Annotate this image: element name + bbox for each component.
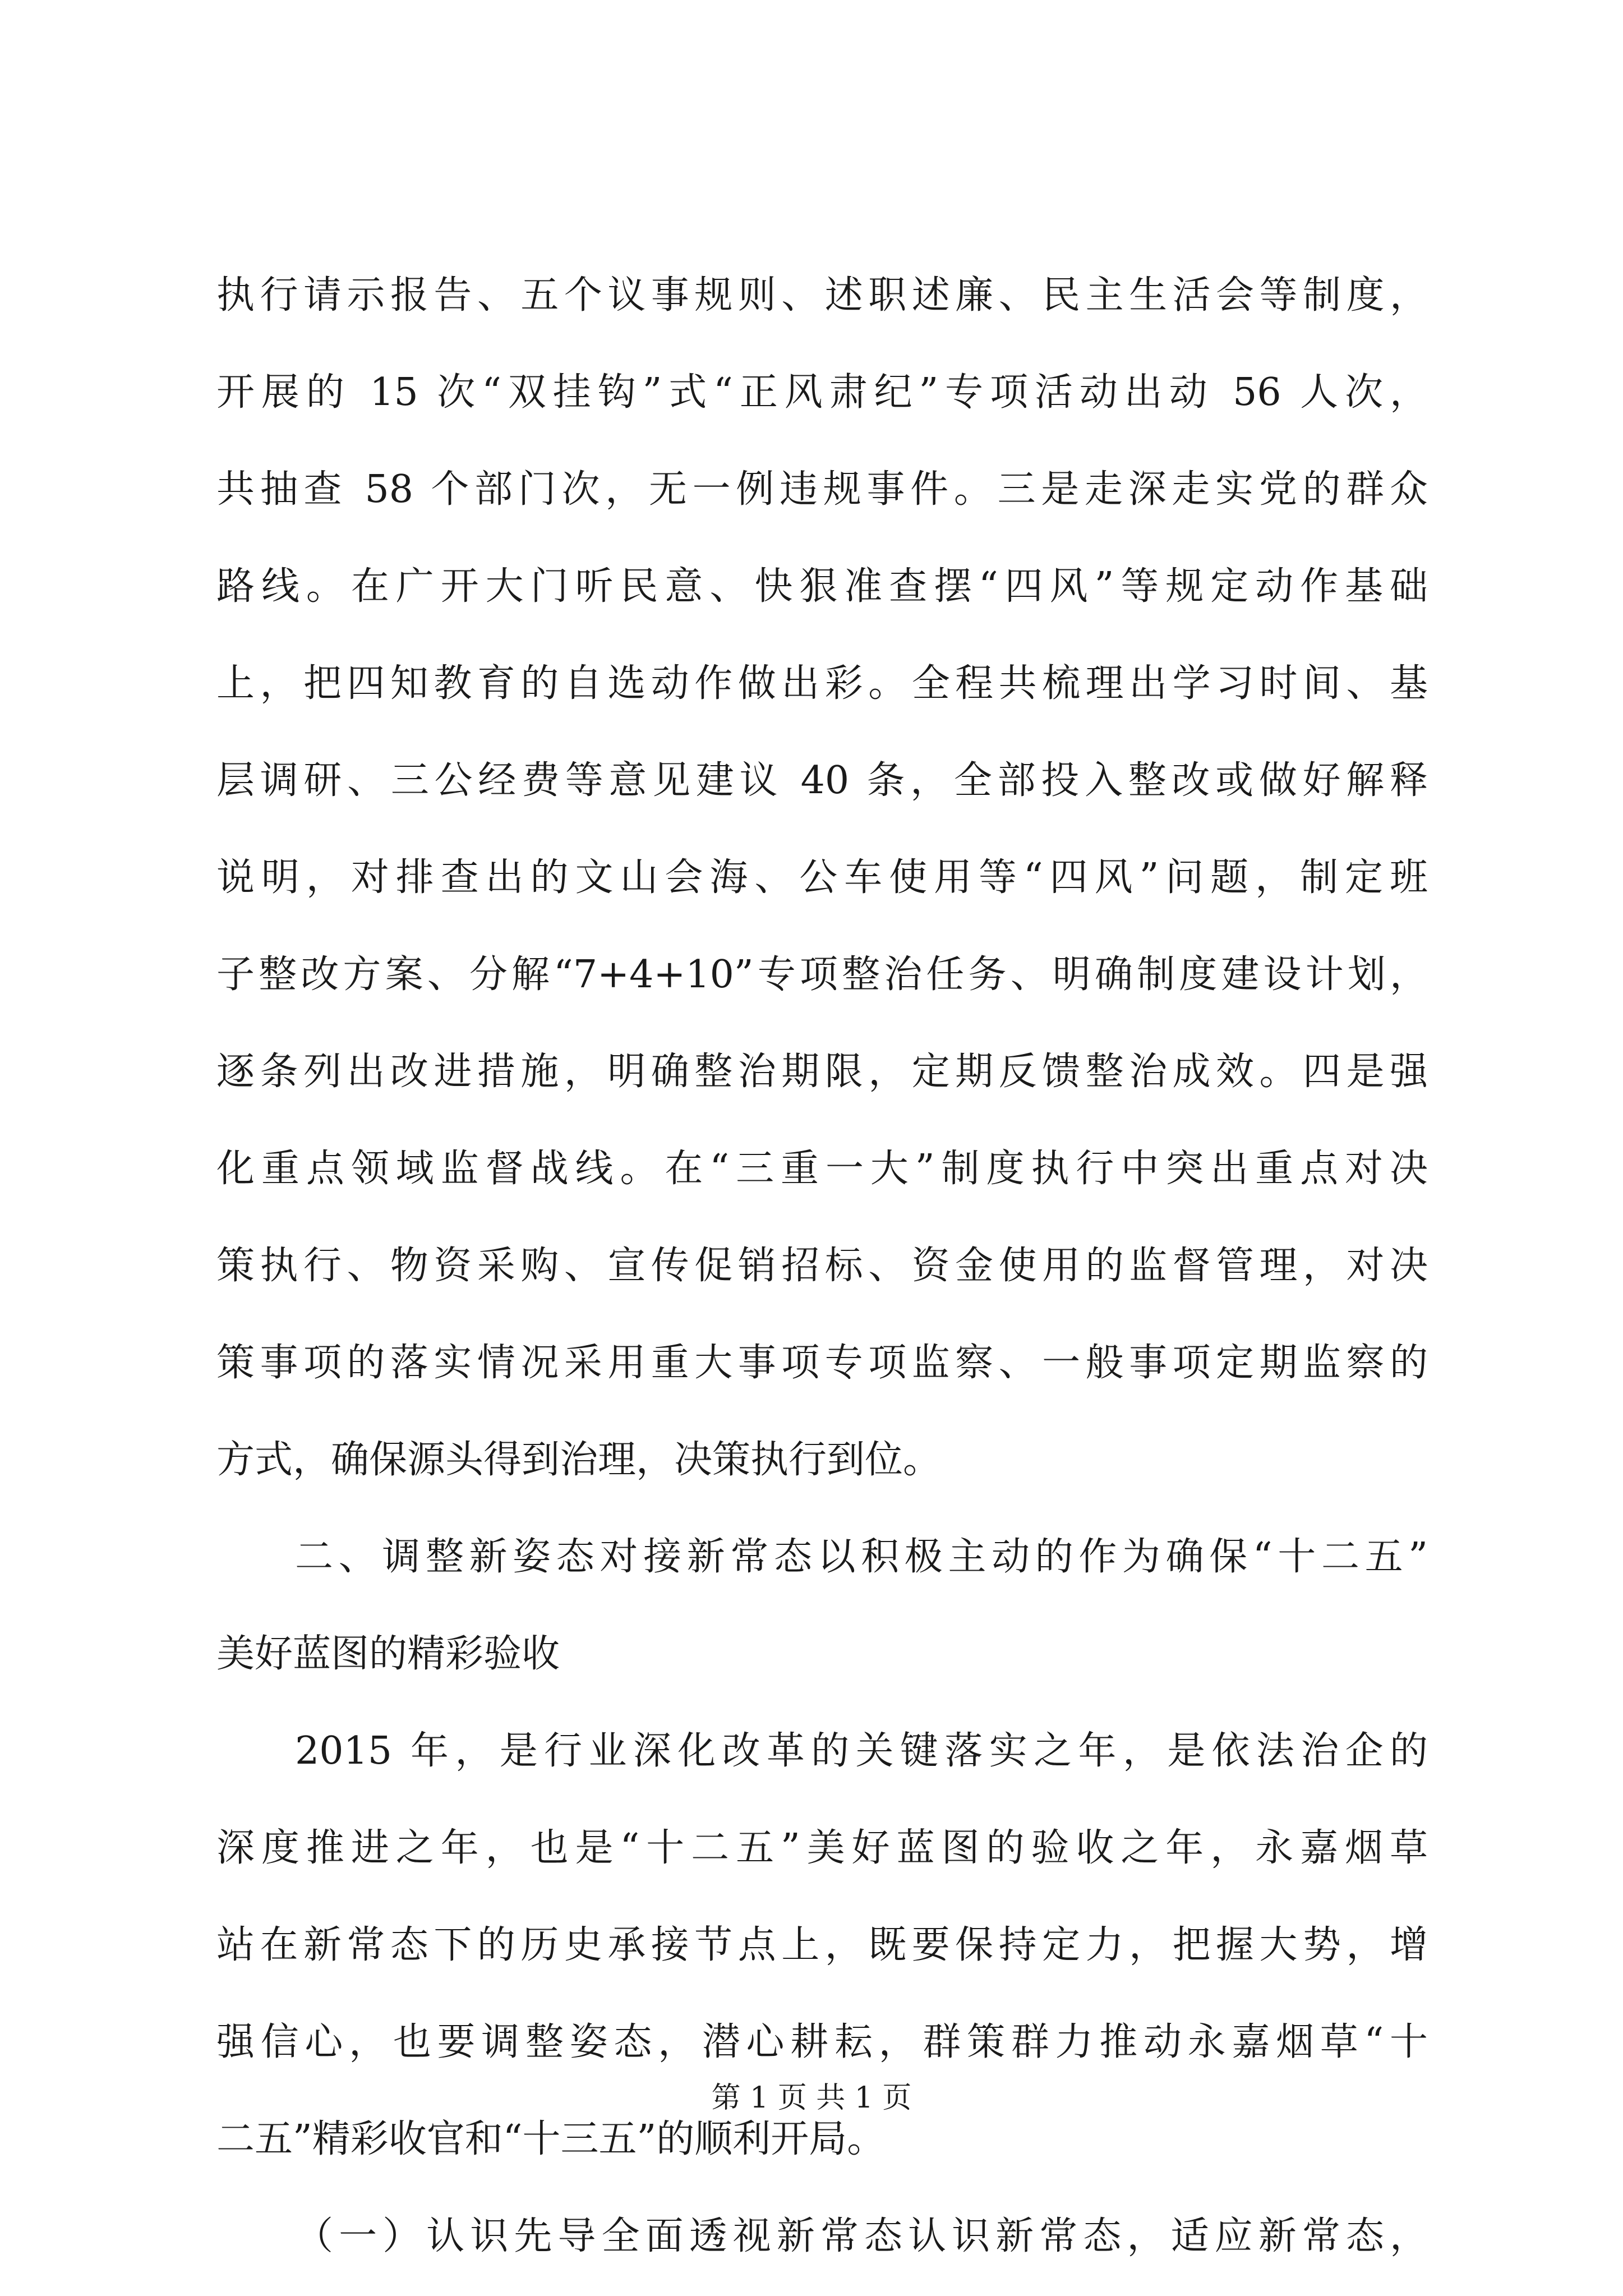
page-footer: 第 1 页 共 1 页 bbox=[711, 2081, 912, 2115]
text-line: 路线。在广开大门听民意、快狠准查摆“四风”等规定动作基础 bbox=[216, 564, 1428, 609]
subsection-heading: （一）认识先导全面透视新常态认识新常态，适应新常态， bbox=[295, 2214, 1428, 2258]
text-line: 方式，确保源头得到治理，决策执行到位。 bbox=[216, 1438, 942, 1482]
text-line: 站在新常态下的历史承接节点上，既要保持定力，把握大势，增 bbox=[216, 1923, 1428, 1967]
text-line: 上，把四知教育的自选动作做出彩。全程共梳理出学习时间、基 bbox=[216, 661, 1428, 706]
text-line: 深度推进之年，也是“十二五”美好蓝图的验收之年，永嘉烟草 bbox=[216, 1826, 1428, 1870]
text-line: 策执行、物资采购、宣传促销招标、资金使用的监督管理，对决 bbox=[216, 1244, 1428, 1288]
text-line: 开展的 15 次“双挂钩”式“正风肃纪”专项活动出动 56 人次， bbox=[216, 370, 1428, 415]
document-body bbox=[216, 247, 1428, 2285]
text-line: 逐条列出改进措施，明确整治期限，定期反馈整治成效。四是强 bbox=[216, 1050, 1428, 1094]
section-heading-continued: 美好蓝图的精彩验收 bbox=[216, 1632, 560, 1676]
paragraph-start: 2015 年，是行业深化改革的关键落实之年，是依法治企的 bbox=[295, 1729, 1428, 1773]
text-line: 强信心，也要调整姿态，潜心耕耘，群策群力推动永嘉烟草“十 bbox=[216, 2020, 1428, 2064]
text-line: 二五”精彩收官和“十三五”的顺利开局。 bbox=[216, 2117, 886, 2161]
text-line: 说明，对排查出的文山会海、公车使用等“四风”问题，制定班 bbox=[216, 855, 1428, 900]
text-line: 子整改方案、分解“7+4+10”专项整治任务、明确制度建设计划， bbox=[216, 953, 1428, 997]
text-line: 执行请示报告、五个议事规则、述职述廉、民主生活会等制度， bbox=[216, 273, 1428, 318]
text-line: 共抽查 58 个部门次，无一例违规事件。三是走深走实党的群众 bbox=[216, 467, 1428, 512]
section-heading: 二、调整新姿态对接新常态以积极主动的作为确保“十二五” bbox=[295, 1535, 1428, 1579]
text-line: 策事项的落实情况采用重大事项专项监察、一般事项定期监察的 bbox=[216, 1341, 1428, 1385]
text-line: 化重点领域监督战线。在“三重一大”制度执行中突出重点对决 bbox=[216, 1147, 1428, 1191]
text-line: 层调研、三公经费等意见建议 40 条，全部投入整改或做好解释 bbox=[216, 758, 1428, 803]
